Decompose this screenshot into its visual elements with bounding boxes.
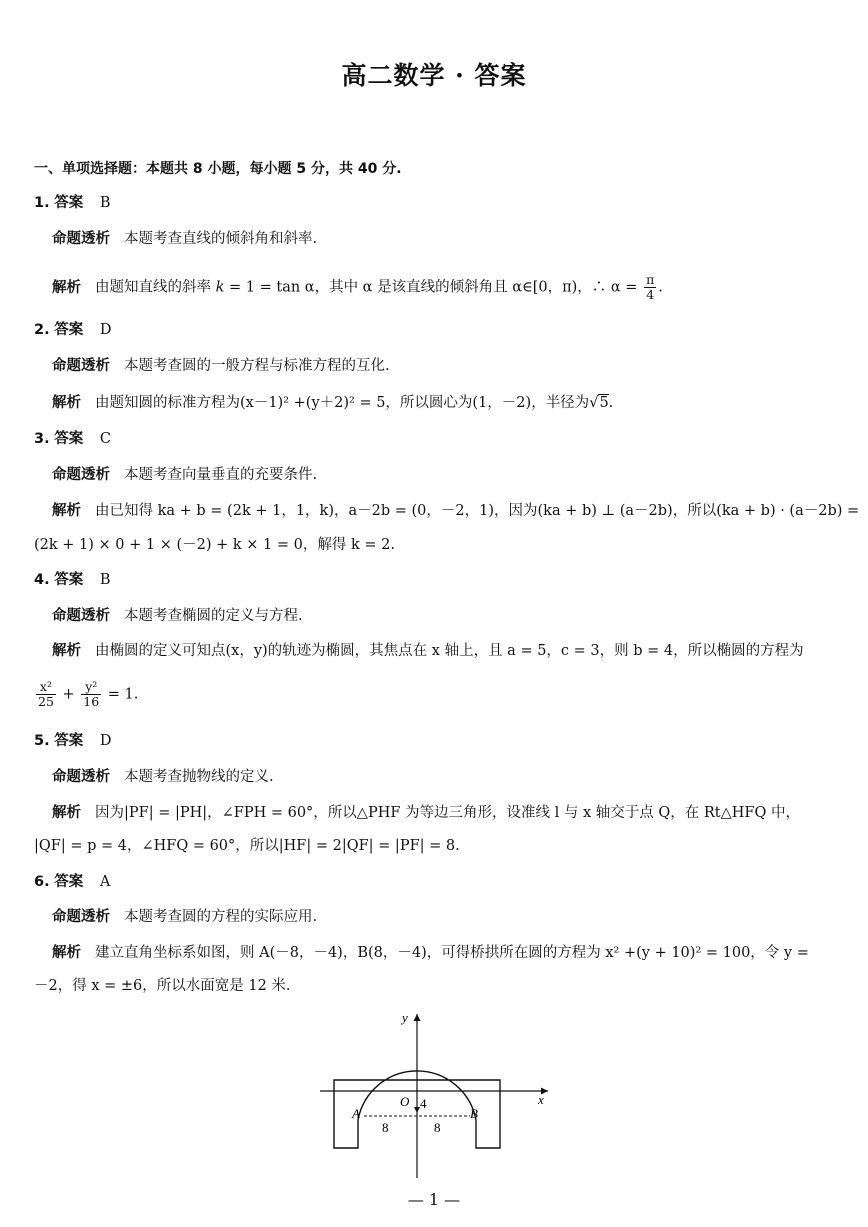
q2-sqrt: 5: [599, 395, 609, 411]
q1-answer-line: [34, 193, 110, 213]
q1-insight-text: 本题考查直线的倾斜角和斜率.: [124, 231, 318, 247]
q6-answer: A: [99, 874, 111, 890]
q3-analysis-line1: [52, 501, 859, 521]
page-number: — 1 —: [407, 1190, 461, 1209]
q4-ellipse-equation: [34, 680, 138, 709]
answer-label: 答案: [54, 322, 84, 338]
q1-analysis-end: .: [658, 279, 663, 296]
q6-answer-line: [34, 872, 110, 892]
q6-analysis-line1: [52, 943, 809, 963]
q4-frac-y-den: 16: [83, 694, 100, 709]
q2-answer: D: [99, 322, 112, 338]
q1-analysis-mid: = 1 = tan α，其中 α 是该直线的倾斜角且 α∈[0，π)，∴ α =: [224, 279, 643, 296]
q4-frac-y: [81, 680, 101, 709]
analysis-label: 解析: [52, 395, 81, 411]
q6-insight-text: 本题考查圆的方程的实际应用.: [124, 909, 318, 925]
q1-k: k: [215, 279, 225, 296]
q3-answer: C: [99, 431, 111, 447]
q1-number: 1.: [34, 195, 50, 211]
q5-analysis-text1: 因为|PF| = |PH|，∠FPH = 60°，所以△PHF 为等边三角形，设准线 l 与 x 轴交于点 Q，在 Rt△HFQ 中，: [95, 805, 800, 821]
bridge-arch-figure: [320, 1008, 560, 1183]
q3-analysis-text1: 由已知得 ka + b = (2k + 1，1，k)，a－2b = (0，－2，1)，因为(ka + b) ⊥ (a－2b)，所以(ka + b) · (a－2b) =: [95, 503, 860, 519]
q6-analysis-text1: 建立直角坐标系如图，则 A(－8，－4)，B(8，－4)，可得桥拱所在圆的方程为 x² +(y + 10)² = 100，令 y =: [95, 945, 809, 961]
q1-fraction: [644, 273, 656, 302]
analysis-label: 解析: [52, 279, 81, 296]
q5-answer-line: [34, 731, 111, 751]
q3-insight: [52, 465, 317, 485]
q4-answer-line: [34, 570, 110, 590]
q4-insight-text: 本题考查椭圆的定义与方程.: [124, 608, 303, 624]
q5-analysis-line1: [52, 803, 800, 823]
q5-insight-text: 本题考查抛物线的定义.: [124, 769, 274, 785]
insight-label: 命题透析: [52, 231, 110, 247]
analysis-label: 解析: [52, 805, 81, 821]
q5-answer: D: [99, 733, 112, 749]
point-a-label: A: [352, 1106, 360, 1121]
x-axis-label: x: [538, 1092, 544, 1107]
q2-answer-line: [34, 320, 111, 340]
q2-analysis: 解析 由题知圆的标准方程为(x－1)² +(y＋2)² = 5，所以圆心为(1，－2)，半径为√5.: [52, 395, 614, 411]
q4-frac-y-num: y²: [81, 680, 101, 695]
q5-analysis-line2: |QF| = p = 4，∠HFQ = 60°，所以|HF| = 2|QF| = |PF| = 8.: [34, 838, 460, 854]
q5-number: 5.: [34, 733, 50, 749]
q3-answer-line: [34, 429, 111, 449]
q1-analysis-pre: 由题知直线的斜率: [95, 279, 216, 296]
q1-frac-den: 4: [646, 287, 655, 302]
insight-label: 命题透析: [52, 608, 110, 624]
dim-4-label: 4: [420, 1096, 427, 1111]
q2-insight-text: 本题考查圆的一般方程与标准方程的互化.: [124, 358, 390, 374]
insight-label: 命题透析: [52, 769, 110, 785]
section-heading: 一、单项选择题：本题共 8 小题，每小题 5 分，共 40 分.: [34, 161, 402, 177]
answer-label: 答案: [54, 733, 84, 749]
q4-plus: +: [62, 686, 75, 703]
q1-answer: B: [99, 195, 111, 211]
answer-label: 答案: [54, 195, 84, 211]
q2-analysis-end: .: [608, 395, 614, 411]
q4-frac-x-den: 25: [38, 694, 54, 709]
analysis-label: 解析: [52, 945, 81, 961]
q5-insight: [52, 767, 274, 787]
q6-analysis-line2: －2，得 x = ±6，所以水面宽是 12 米.: [34, 978, 291, 994]
y-axis-label: y: [402, 1010, 408, 1025]
q3-analysis-line2: (2k + 1) × 0 + 1 × (－2) + k × 1 = 0，解得 k = 2.: [34, 537, 395, 553]
q3-number: 3.: [34, 431, 50, 447]
q2-number: 2.: [34, 322, 50, 338]
q4-frac-x: [36, 680, 56, 709]
dim-8-right-label: 8: [434, 1120, 441, 1135]
q3-insight-text: 本题考查向量垂直的充要条件.: [124, 467, 318, 483]
page-title: 高二数学 · 答案: [341, 61, 527, 90]
q1-insight: [52, 229, 317, 249]
answer-label: 答案: [54, 874, 84, 890]
q2-analysis-pre: 由题知圆的标准方程为(x－1)² +(y＋2)² = 5，所以圆心为(1，－2)，半径为: [95, 395, 590, 411]
q6-number: 6.: [34, 874, 50, 890]
q4-analysis-text1: 由椭圆的定义可知点(x，y)的轨迹为椭圆，其焦点在 x 轴上，且 a = 5，c = 3，则 b = 4，所以椭圆的方程为: [95, 643, 804, 659]
insight-label: 命题透析: [52, 358, 110, 374]
q4-insight: [52, 606, 303, 626]
q4-number: 4.: [34, 572, 50, 588]
analysis-label: 解析: [52, 503, 81, 519]
insight-label: 命题透析: [52, 909, 110, 925]
insight-label: 命题透析: [52, 467, 110, 483]
dim-8-left-label: 8: [382, 1120, 389, 1135]
q4-answer: B: [99, 572, 111, 588]
q4-analysis-line1: [52, 641, 804, 661]
q6-insight: [52, 907, 317, 927]
q1-analysis: [52, 273, 663, 302]
q1-frac-num: π: [646, 272, 655, 287]
q4-frac-x-num: x²: [36, 680, 56, 695]
answer-label: 答案: [54, 572, 84, 588]
answer-label: 答案: [54, 431, 84, 447]
analysis-label: 解析: [52, 643, 81, 659]
point-b-label: B: [470, 1106, 478, 1121]
q2-insight: [52, 356, 390, 376]
origin-label: O: [400, 1094, 410, 1109]
q4-eq-end: = 1.: [107, 686, 139, 703]
